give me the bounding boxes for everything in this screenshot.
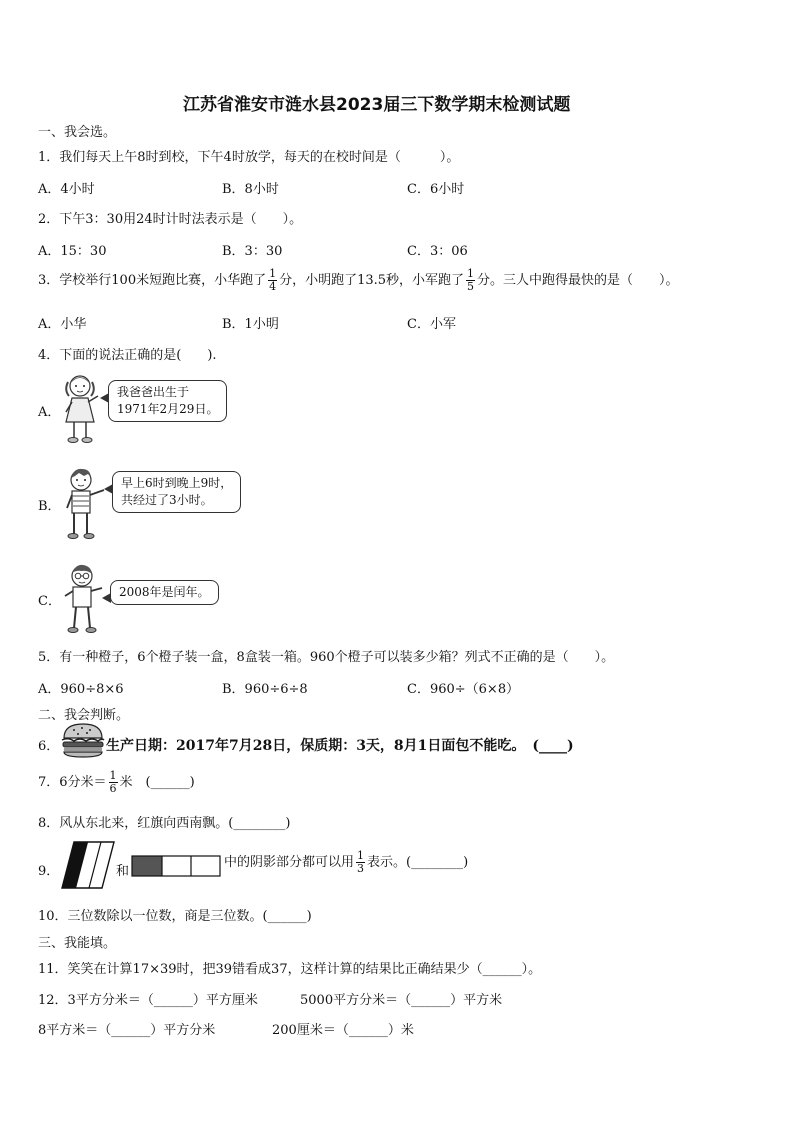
- question-3-option-a: A．小华: [38, 317, 87, 332]
- question-1-option-b: B．8小时: [222, 182, 279, 197]
- page-title: 江苏省淮安市涟水县2023届三下数学期末检测试题: [183, 95, 571, 115]
- fraction-denominator: 6: [109, 782, 117, 795]
- section-heading-judge: 二、我会判断。: [38, 708, 130, 723]
- question-2-stem: 2．下午3：30用24时计时法表示是（ ）。: [38, 212, 303, 227]
- question-1-option-a: A．4小时: [38, 182, 95, 197]
- boy-illustration: [62, 466, 108, 542]
- fraction-denominator: 4: [269, 280, 277, 293]
- question-5-option-b: B．960÷6÷8: [222, 682, 308, 697]
- question-8: 8．风从东北来，红旗向西南飘。(________): [38, 816, 291, 831]
- question-4-stem: 4．下面的说法正确的是( ).: [38, 348, 217, 363]
- speech-bubble-a-line-2: 1971年2月29日。: [117, 402, 219, 416]
- question-9-and: 和: [116, 864, 130, 879]
- question-9-text-start: 中的阴影部分都可以用: [224, 855, 355, 870]
- fraction-one-fifth: [466, 268, 475, 293]
- fraction-numerator: 1: [269, 267, 277, 280]
- question-2-option-a: A．15：30: [38, 244, 107, 259]
- boy-with-glasses-illustration: [62, 562, 106, 636]
- speech-bubble-b-line-1: 早上6时到晚上9时，: [121, 476, 233, 490]
- fraction-numerator: 1: [109, 769, 117, 782]
- rectangle-thirds-figure: [131, 855, 221, 877]
- question-7: [38, 770, 195, 795]
- fraction-one-sixth: [109, 770, 118, 795]
- speech-bubble-a-line-1: 我爸爸出生于: [117, 385, 190, 399]
- speech-bubble-a: [108, 380, 227, 422]
- question-4-option-c-label: C．: [38, 594, 61, 609]
- question-6-text: 生产日期：2017年7月28日，保质期：3天，8月1日面包不能吃。 (____): [106, 738, 574, 754]
- fraction-denominator: 3: [357, 862, 365, 875]
- girl-illustration: [60, 372, 104, 446]
- question-10: 10．三位数除以一位数，商是三位数。(______): [38, 909, 312, 924]
- question-5-stem: 5．有一种橙子，6个橙子装一盒，8盒装一箱。960个橙子可以装多少箱？列式不正确的是（ ）。: [38, 650, 615, 665]
- speech-bubble-c: [110, 580, 219, 605]
- question-2-option-c: C．3：06: [407, 244, 468, 259]
- question-12-part-1: 12．3平方分米＝（______）平方厘米: [38, 993, 258, 1008]
- question-3-stem-middle: 分，小明跑了13.5秒，小军跑了: [279, 273, 465, 288]
- question-2-option-b: B．3：30: [222, 244, 283, 259]
- speech-bubble-b: [112, 471, 241, 513]
- section-heading-fill: 三、我能填。: [38, 936, 117, 951]
- question-12-part-3: 8平方米＝（______）平方分米: [38, 1023, 216, 1038]
- question-3-option-b: B．1小明: [222, 317, 279, 332]
- question-1-option-c: C．6小时: [407, 182, 465, 197]
- question-7-text-end: 米 (______): [119, 775, 195, 790]
- question-3-stem-end: 分。三人中跑得最快的是（ ）。: [477, 273, 679, 288]
- parallelogram-thirds-figure: [60, 840, 116, 890]
- fraction-numerator: 1: [357, 849, 365, 862]
- speech-bubble-c-line-1: 2008年是闰年。: [119, 585, 210, 599]
- question-7-text-start: 7．6分米＝: [38, 775, 107, 790]
- question-9-text-end: 表示。(________): [367, 855, 469, 870]
- question-9-number: 9．: [38, 864, 60, 879]
- fraction-numerator: 1: [467, 267, 475, 280]
- fraction-one-third: [356, 850, 365, 875]
- hamburger-icon: [60, 722, 106, 758]
- question-12-part-4: 200厘米＝（______）米: [272, 1023, 414, 1038]
- fraction-denominator: 5: [467, 280, 475, 293]
- question-11: 11．笑笑在计算17×39时，把39错看成37，这样计算的结果比正确结果少（______）。: [38, 962, 542, 977]
- question-3-stem-start: 3．学校举行100米短跑比赛，小华跑了: [38, 273, 267, 288]
- question-6-number: 6．: [38, 739, 60, 754]
- question-3-stem: [38, 268, 679, 293]
- question-4-option-a-label: A．: [38, 405, 61, 420]
- question-5-option-c: C．960÷（6×8）: [407, 682, 520, 697]
- speech-bubble-b-line-2: 共经过了3小时。: [121, 493, 213, 507]
- question-1-stem: 1．我们每天上午8时到校，下午4时放学，每天的在校时间是（ ）。: [38, 150, 460, 165]
- question-9-text: [224, 850, 468, 875]
- question-4-option-b-label: B．: [38, 499, 61, 514]
- section-heading-choose: 一、我会选。: [38, 125, 117, 140]
- question-12-part-2: 5000平方分米＝（______）平方米: [300, 993, 503, 1008]
- question-5-option-a: A．960÷8×6: [38, 682, 124, 697]
- fraction-one-quarter: [268, 268, 277, 293]
- question-3-option-c: C．小军: [407, 317, 456, 332]
